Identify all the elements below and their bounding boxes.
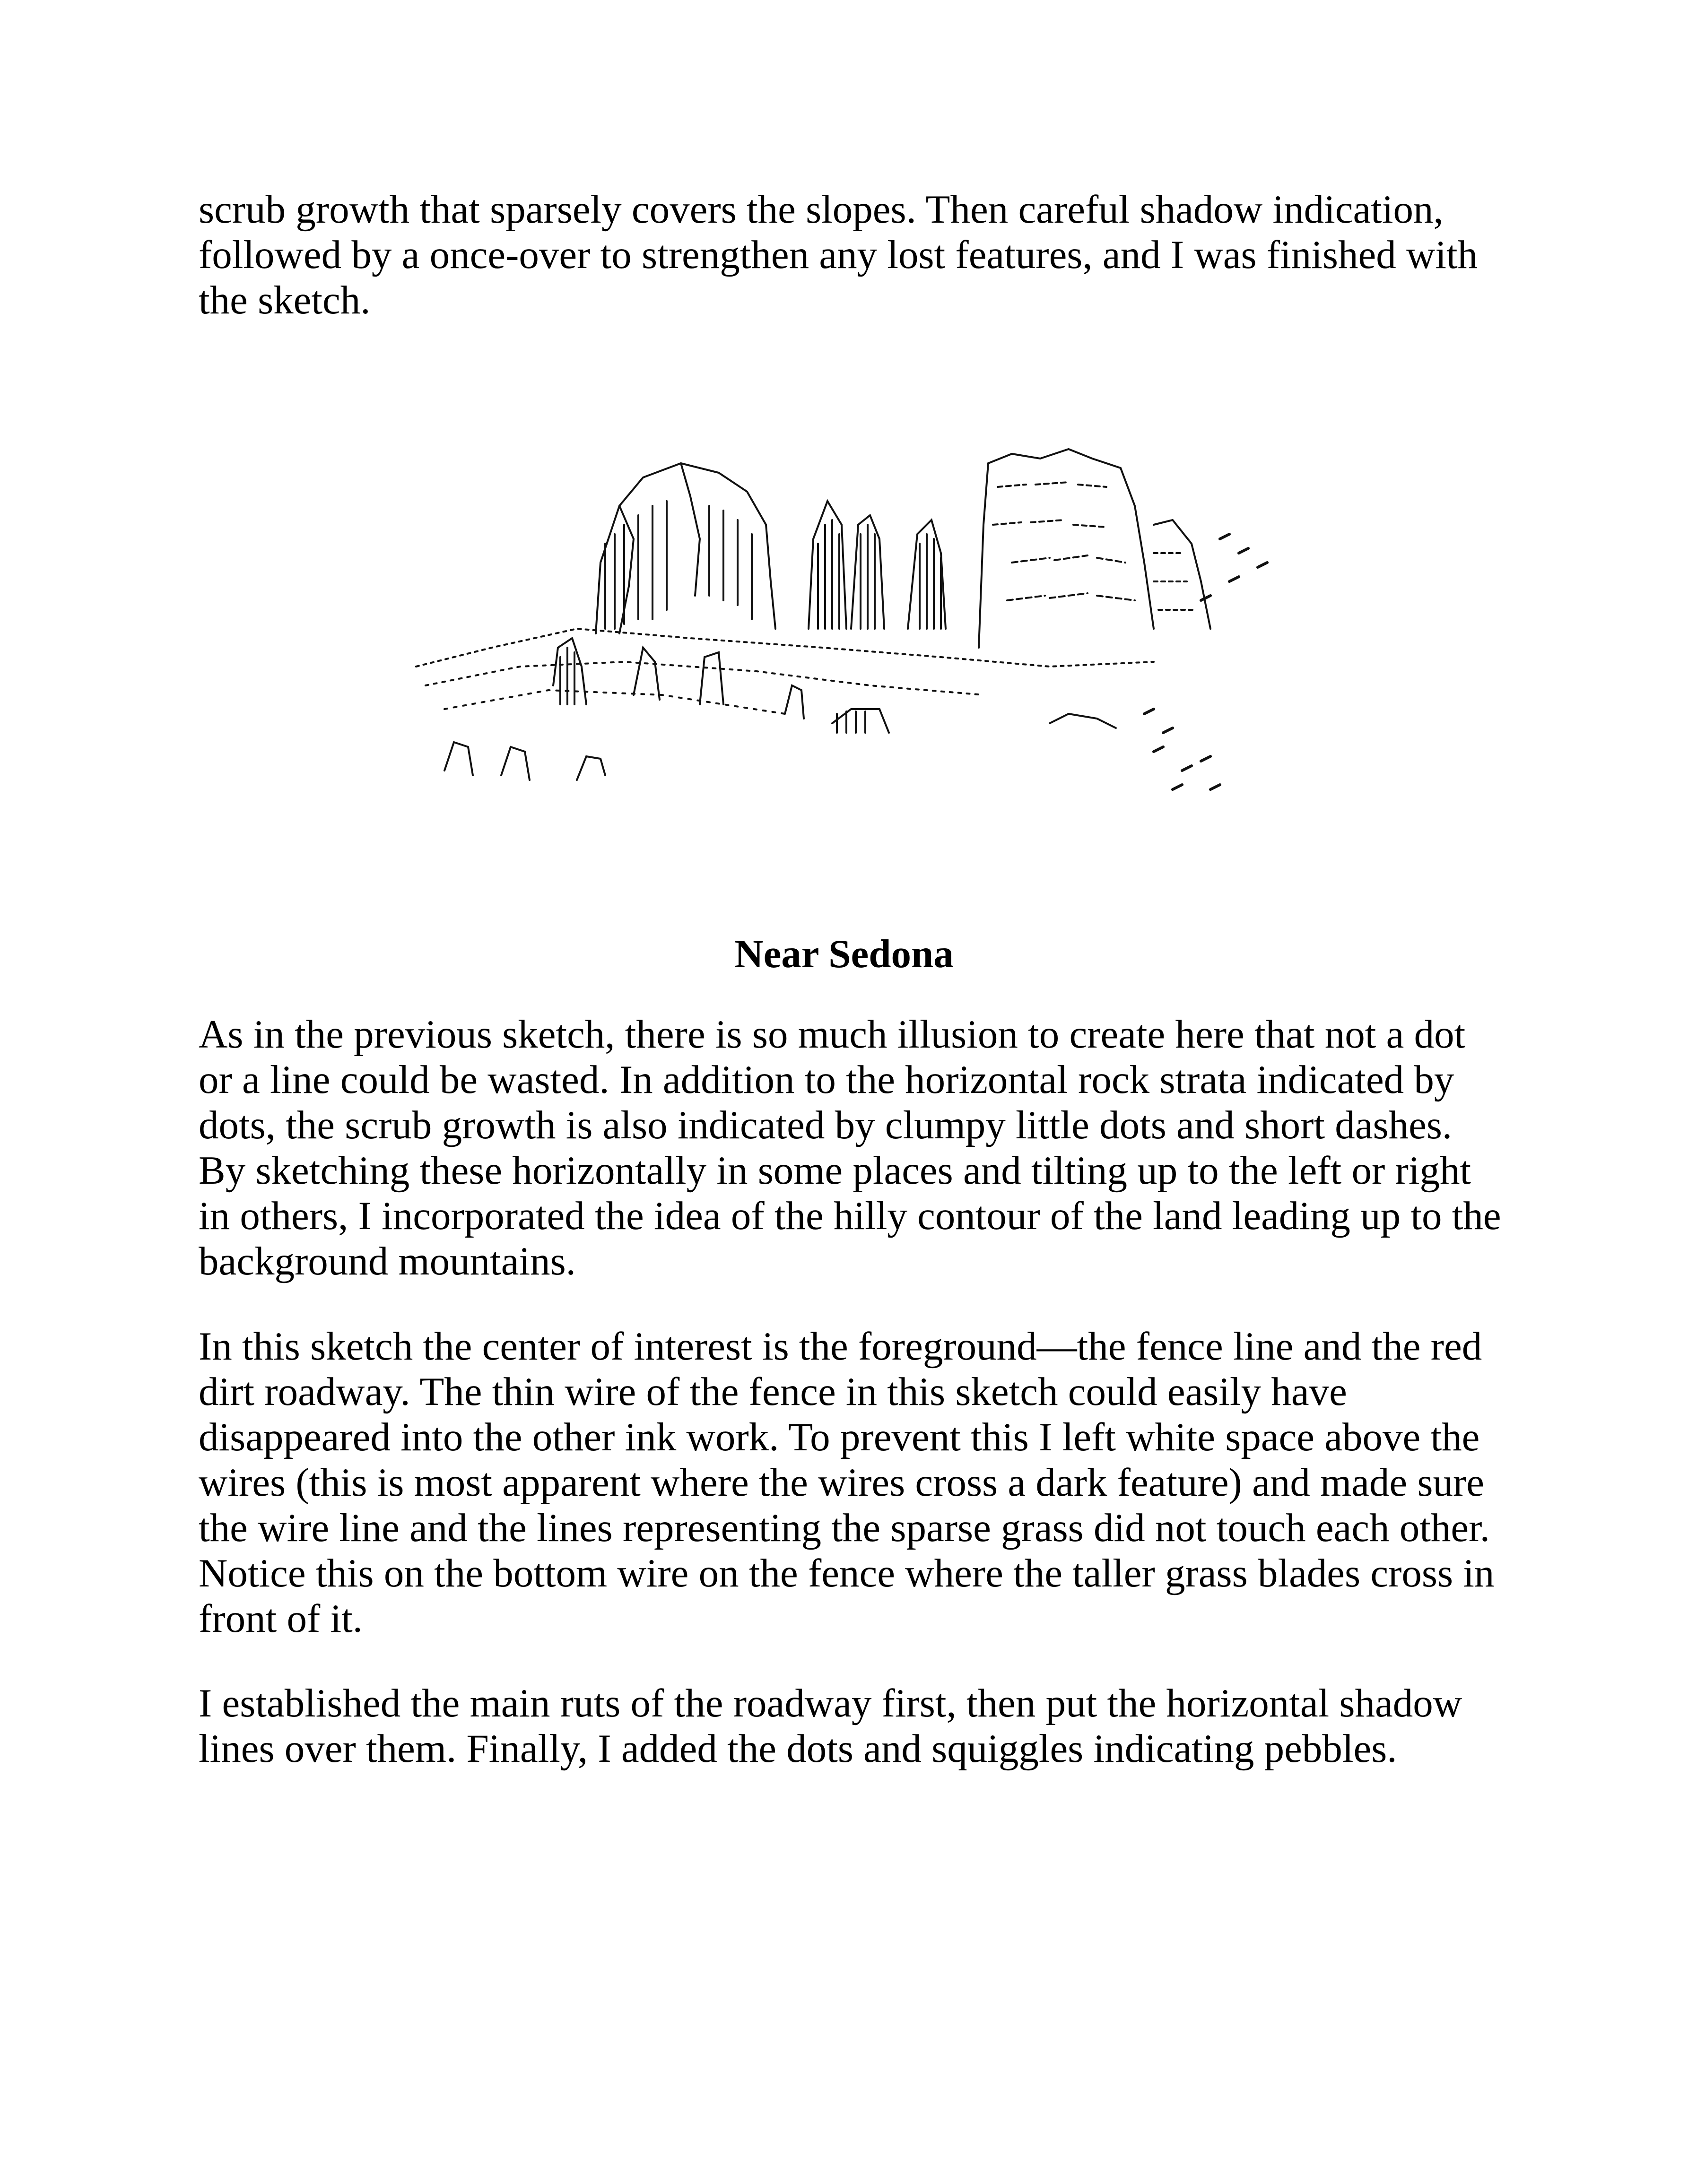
sedona-sketch-illustration xyxy=(397,383,1296,823)
continued-paragraph: scrub growth that sparsely covers the slopes. Then careful shadow indication, followed by a once-over to strengthen any lost features, and I was finished with the sketch. xyxy=(199,187,1478,322)
body-paragraph: In this sketch the center of interest is the foreground—the fence line and the red dirt roadway. The thin wire of the fence in this sketch could easily have disappeared into the other ink work. To prevent this I left white space above the wires (this is most apparent where the wires cross a dark feature) and made sure the wire line and the lines representing the sparse grass did not touch each other. Notice this on the bottom wire on the fence where the taller grass blades cross in front of it. xyxy=(199,1324,1495,1641)
body-paragraph: As in the previous sketch, there is so much illusion to create here that not a dot or a line could be wasted. In addition to the horizontal rock strata indicated by dots, the scrub growth is also indicated by clumpy little dots and short dashes. By sketching these horizontally in some places and tilting up to the left or right in others, I incorporated the idea of the hilly contour of the land leading up to the background mountains. xyxy=(199,1012,1501,1283)
section-heading: Near Sedona xyxy=(734,932,954,976)
body-paragraph: I established the main ruts of the roadway first, then put the horizontal shadow lines over them. Finally, I added the dots and squiggles indicating pebbles. xyxy=(199,1681,1462,1771)
